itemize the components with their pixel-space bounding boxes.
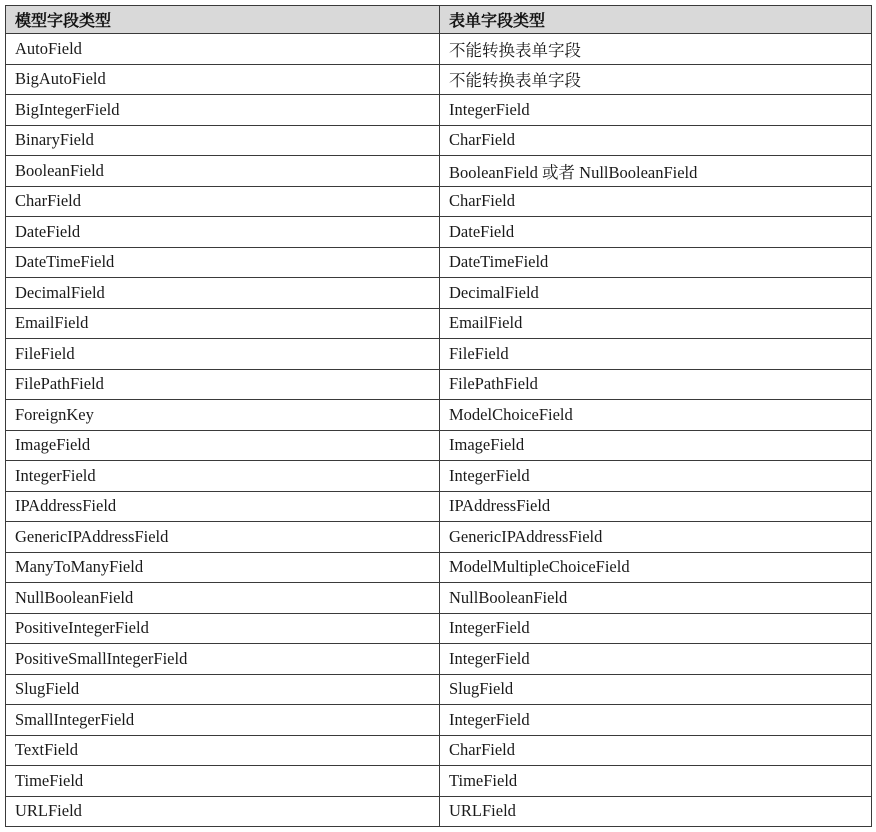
table-row: [6, 674, 872, 705]
form-field-type-cell: 不能转换表单字段: [440, 64, 872, 95]
table-row: [6, 64, 872, 95]
table-row: [6, 125, 872, 156]
form-field-type-cell: IPAddressField: [440, 491, 872, 522]
table-row: [6, 522, 872, 553]
model-field-type-cell: IntegerField: [6, 461, 440, 492]
model-field-type-cell: BooleanField: [6, 156, 440, 187]
form-field-type-cell: BooleanField 或者 NullBooleanField: [440, 156, 872, 187]
header-model-field-type: 模型字段类型: [6, 6, 440, 34]
field-type-mapping-table: [5, 5, 872, 827]
model-field-type-cell: NullBooleanField: [6, 583, 440, 614]
table-row: [6, 400, 872, 431]
table-row: [6, 583, 872, 614]
model-field-type-cell: BinaryField: [6, 125, 440, 156]
model-field-type-cell: SmallIntegerField: [6, 705, 440, 736]
model-field-type-cell: AutoField: [6, 34, 440, 65]
model-field-type-cell: ManyToManyField: [6, 552, 440, 583]
table-row: [6, 552, 872, 583]
form-field-type-cell: ImageField: [440, 430, 872, 461]
form-field-type-cell: FileField: [440, 339, 872, 370]
form-field-type-cell: NullBooleanField: [440, 583, 872, 614]
form-field-type-cell: IntegerField: [440, 613, 872, 644]
form-field-type-cell: URLField: [440, 796, 872, 827]
model-field-type-cell: BigAutoField: [6, 64, 440, 95]
table-header: [6, 6, 872, 34]
form-field-type-cell: EmailField: [440, 308, 872, 339]
form-field-type-cell: IntegerField: [440, 644, 872, 675]
table-row: [6, 369, 872, 400]
header-row: [6, 6, 872, 34]
form-field-type-cell: GenericIPAddressField: [440, 522, 872, 553]
table-row: [6, 308, 872, 339]
form-field-type-cell: TimeField: [440, 766, 872, 797]
table-row: [6, 217, 872, 248]
table-row: [6, 95, 872, 126]
model-field-type-cell: DateField: [6, 217, 440, 248]
form-field-type-cell: DecimalField: [440, 278, 872, 309]
model-field-type-cell: ForeignKey: [6, 400, 440, 431]
table-row: [6, 644, 872, 675]
table-row: [6, 461, 872, 492]
table-row: [6, 339, 872, 370]
model-field-type-cell: PositiveIntegerField: [6, 613, 440, 644]
model-field-type-cell: ImageField: [6, 430, 440, 461]
form-field-type-cell: SlugField: [440, 674, 872, 705]
form-field-type-cell: ModelChoiceField: [440, 400, 872, 431]
form-field-type-cell: 不能转换表单字段: [440, 34, 872, 65]
header-form-field-type: 表单字段类型: [440, 6, 872, 34]
form-field-type-cell: FilePathField: [440, 369, 872, 400]
model-field-type-cell: PositiveSmallIntegerField: [6, 644, 440, 675]
model-field-type-cell: BigIntegerField: [6, 95, 440, 126]
form-field-type-cell: CharField: [440, 186, 872, 217]
form-field-type-cell: IntegerField: [440, 95, 872, 126]
form-field-type-cell: DateTimeField: [440, 247, 872, 278]
table-row: [6, 186, 872, 217]
table-row: [6, 705, 872, 736]
table-row: [6, 613, 872, 644]
table-row: [6, 735, 872, 766]
form-field-type-cell: DateField: [440, 217, 872, 248]
model-field-type-cell: IPAddressField: [6, 491, 440, 522]
table-row: [6, 156, 872, 187]
table-row: [6, 278, 872, 309]
form-field-type-cell: ModelMultipleChoiceField: [440, 552, 872, 583]
form-field-type-cell: IntegerField: [440, 705, 872, 736]
table-row: [6, 247, 872, 278]
form-field-type-cell: IntegerField: [440, 461, 872, 492]
model-field-type-cell: FileField: [6, 339, 440, 370]
table-row: [6, 796, 872, 827]
model-field-type-cell: DateTimeField: [6, 247, 440, 278]
table-row: [6, 34, 872, 65]
form-field-type-cell: CharField: [440, 125, 872, 156]
form-field-type-cell: CharField: [440, 735, 872, 766]
table-row: [6, 430, 872, 461]
model-field-type-cell: SlugField: [6, 674, 440, 705]
model-field-type-cell: URLField: [6, 796, 440, 827]
model-field-type-cell: TimeField: [6, 766, 440, 797]
model-field-type-cell: CharField: [6, 186, 440, 217]
table-row: [6, 766, 872, 797]
model-field-type-cell: EmailField: [6, 308, 440, 339]
table-body: [6, 34, 872, 827]
table-row: [6, 491, 872, 522]
model-field-type-cell: DecimalField: [6, 278, 440, 309]
model-field-type-cell: GenericIPAddressField: [6, 522, 440, 553]
model-field-type-cell: TextField: [6, 735, 440, 766]
model-field-type-cell: FilePathField: [6, 369, 440, 400]
